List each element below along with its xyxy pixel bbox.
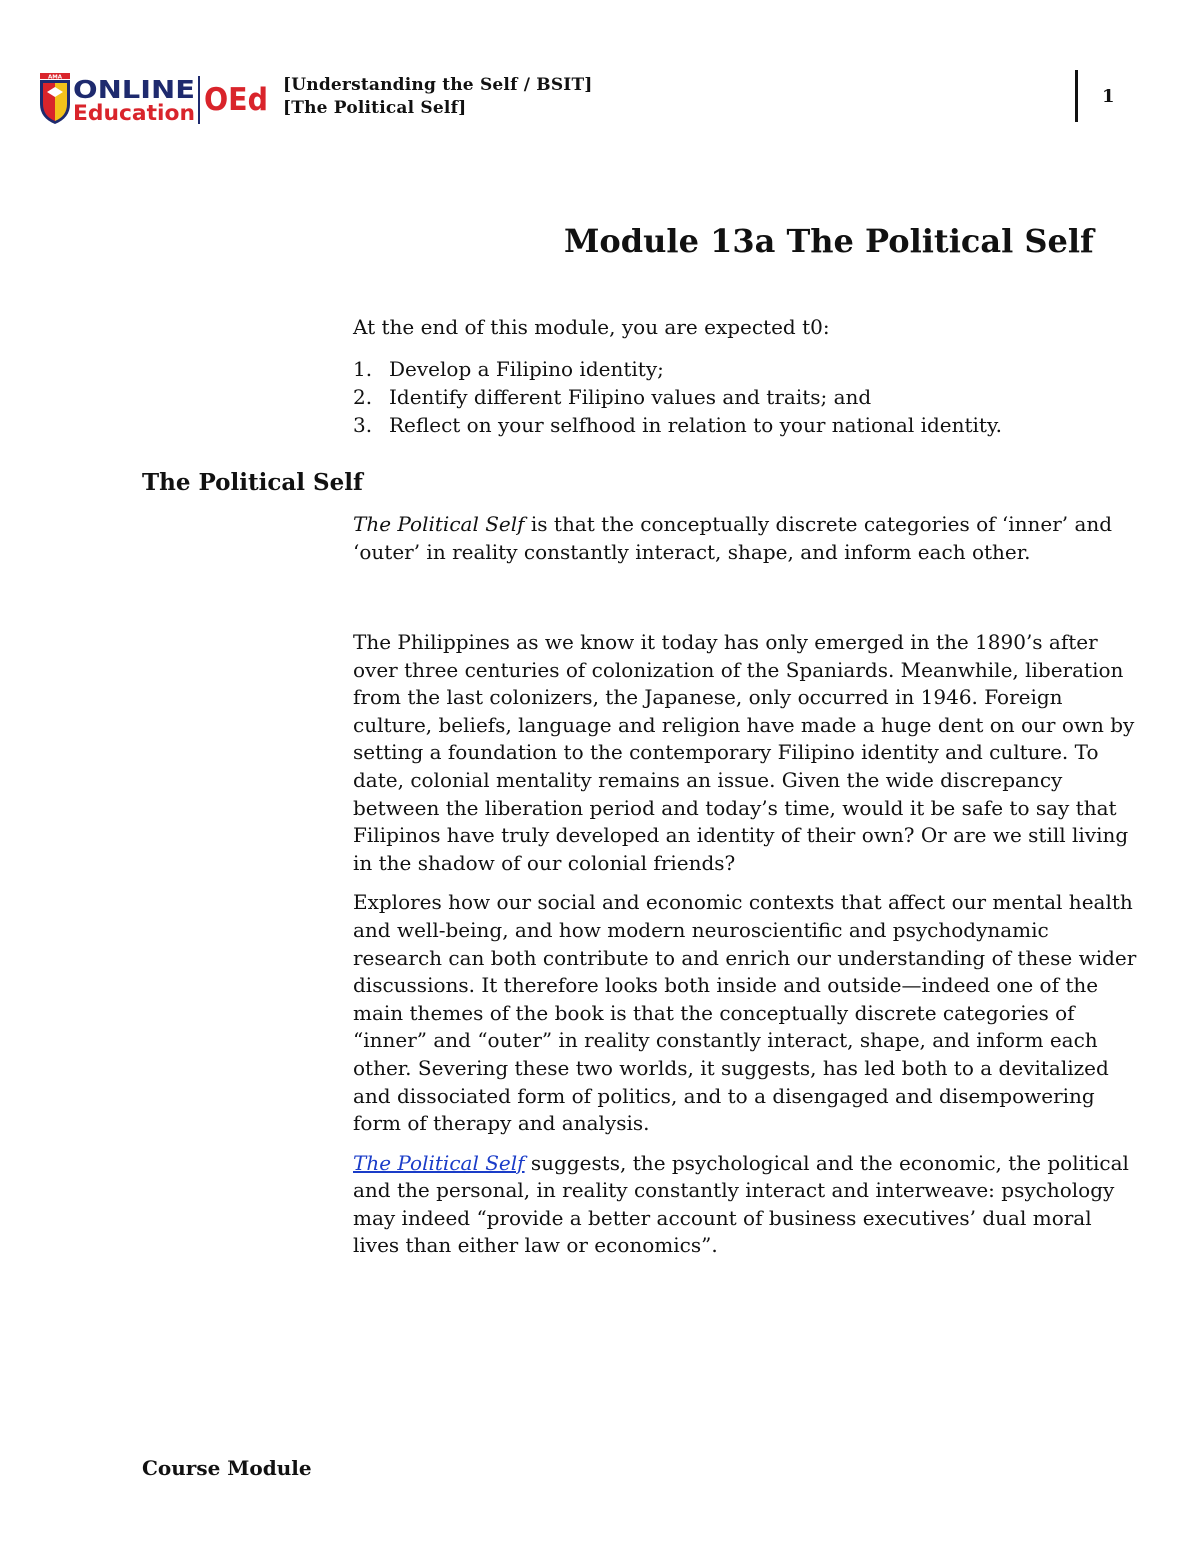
definition-paragraph [353,511,1143,566]
running-header [283,74,593,120]
objective-item [353,355,1143,383]
section-heading: The Political Self [142,469,363,496]
objective-item [353,383,1143,411]
objective-number: 3. [353,413,373,437]
objectives-list [353,355,1143,439]
module-title: Module 13a The Political Self [564,222,1094,260]
svg-text:ONLINE: ONLINE [73,75,195,104]
objective-text: Develop a Filipino identity; [389,357,664,381]
definition-term: The Political Self [353,512,525,536]
svg-text:OEd: OEd [204,82,268,118]
header-topic-line: [The Political Self] [283,98,467,118]
main-content [353,629,1143,1272]
body-paragraph-text: suggests, the psychological and the economic, the political and the personal, in reality constantly interact and interweave: psychology may indeed “provide a better account of business executives’ dual moral lives than either law or economics”. [353,1150,1129,1258]
svg-text:AMA: AMA [48,74,62,81]
definition-text: is that the conceptually discrete categories of ‘inner’ and ‘outer’ in reality constantly interact, shape, and inform each other. [353,512,1113,564]
objective-text: Reflect on your selfhood in relation to your national identity. [389,413,1002,437]
political-self-link[interactable]: The Political Self [353,1150,525,1175]
svg-text:Education: Education [73,101,195,125]
definition-block [353,511,1143,578]
learning-objectives [353,313,1143,439]
objective-text: Identify different Filipino values and traits; and [389,385,872,409]
body-paragraph-last [353,1150,1143,1260]
header-course-line: [Understanding the Self / BSIT] [283,75,593,95]
online-education-logo [38,70,270,126]
body-paragraph: The Philippines as we know it today has only emerged in the 1890’s after over three centuries of colonization of the Spaniards. Meanwhile, liberation from the last colonizers, the Japanese, only occurred in 1946. Foreign culture, beliefs, language and religion have made a huge dent on our own by setting a foundation to the contemporary Filipino identity and culture. To date, colonial mentality remains an issue. Given the wide discrepancy between the liberation period and today’s time, would it be safe to say that Filipinos have truly developed an identity of their own? Or are we still living in the shadow of our colonial friends? [353,630,1135,875]
ama-shield-logo-icon [38,70,270,126]
objective-item [353,411,1143,439]
objective-number: 1. [353,357,373,381]
objective-number: 2. [353,385,373,409]
objectives-intro: At the end of this module, you are expected t0: [353,315,830,339]
body-paragraph: Explores how our social and economic contexts that affect our mental health and well-being, and how modern neuroscientific and psychodynamic research can both contribute to and enrich our understanding of these wider discussions. It therefore looks both inside and outside—indeed one of the main themes of the book is that the conceptually discrete categories of “inner” and “outer” in reality constantly interact, shape, and inform each other. Severing these two worlds, it suggests, has led both to a devitalized and dissociated form of politics, and to a disengaged and disempowering form of therapy and analysis. [353,890,1137,1136]
header-divider [1075,70,1078,122]
footer-label: Course Module [142,1456,312,1480]
page-number: 1 [1102,86,1115,107]
